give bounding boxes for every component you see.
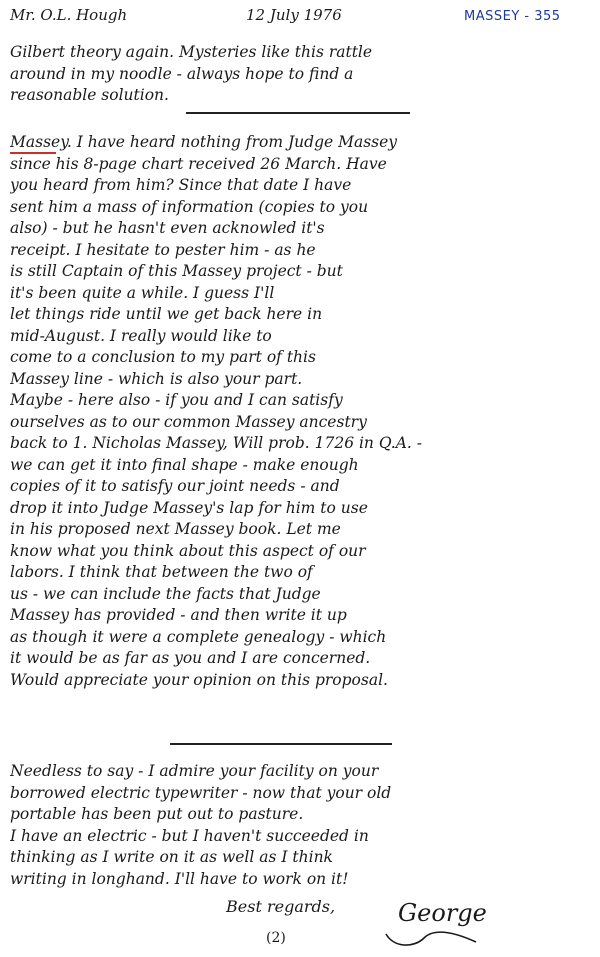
text-line: know what you think about this aspect of our [10, 541, 366, 560]
text-line: us - we can include the facts that Judge [10, 584, 321, 603]
text-line: you heard from him? Since that date I have [10, 176, 352, 194]
text-line: reasonable solution. [10, 86, 169, 104]
text-line: in his proposed next Massey book. Let me [10, 520, 341, 538]
reference-stamp: MASSEY - 355 [464, 9, 561, 24]
text-line: Massey. I have heard nothing from Judge Massey [10, 133, 398, 151]
text-line: also) - but he hasn't even acknowled it's [10, 219, 325, 237]
text-line: borrowed electric typewriter - now that your old [10, 783, 392, 802]
text-line: writing in longhand. I'll have to work on it! [10, 869, 349, 888]
text-line: Massey has provided - and then write it up [10, 606, 347, 624]
signature: George [398, 899, 487, 927]
text-line: sent him a mass of information (copies to you [10, 197, 369, 216]
text-line: Needless to say - I admire your facility on your [10, 762, 379, 780]
text-line: mid-August. I really would like to [10, 326, 272, 345]
divider-rule [186, 112, 410, 114]
divider-rule [170, 743, 392, 745]
text-line: portable has been put out to pasture. [10, 805, 304, 823]
text-line: it would be as far as you and I are concerned. [10, 649, 371, 667]
text-line: Massey line - which is also your part. [10, 369, 303, 388]
text-line: drop it into Judge Massey's lap for him to use [10, 498, 368, 517]
text-line: as though it were a complete genealogy - which [10, 627, 387, 646]
paragraph-2 [10, 132, 588, 691]
text-line: we can get it into final shape - make enough [10, 455, 359, 474]
text-line: Gilbert theory again. Mysteries like this rattle [10, 43, 373, 61]
text-line: come to a conclusion to my part of this [10, 348, 316, 366]
paragraph-1 [10, 42, 588, 107]
text-line: around in my noodle - always hope to find a [10, 64, 354, 83]
page-number: (2) [266, 930, 286, 946]
text-line: back to 1. Nicholas Massey, Will prob. 1726 in Q.A. - [10, 434, 422, 452]
massey-underline [10, 152, 56, 154]
text-line: is still Captain of this Massey project - but [10, 262, 343, 280]
letter-date: 12 July 1976 [246, 6, 342, 24]
text-line: since his 8-page chart received 26 March. Have [10, 154, 387, 173]
text-line: labors. I think that between the two of [10, 563, 313, 581]
text-line: thinking as I write on it as well as I think [10, 848, 333, 866]
text-line: let things ride until we get back here in [10, 305, 323, 323]
text-line: it's been quite a while. I guess I'll [10, 283, 275, 302]
text-line: I have an electric - but I haven't succeeded in [10, 826, 369, 845]
paragraph-3 [10, 761, 588, 890]
closing-salutation: Best regards, [226, 897, 336, 916]
text-line: receipt. I hesitate to pester him - as he [10, 240, 316, 259]
text-line: Maybe - here also - if you and I can satisfy [10, 391, 343, 409]
text-line: ourselves as to our common Massey ancestry [10, 412, 367, 431]
text-line: copies of it to satisfy our joint needs - and [10, 477, 340, 495]
recipient-name: Mr. O.L. Hough [10, 6, 128, 24]
signature-flourish [384, 930, 478, 950]
text-line: Would appreciate your opinion on this proposal. [10, 670, 388, 689]
